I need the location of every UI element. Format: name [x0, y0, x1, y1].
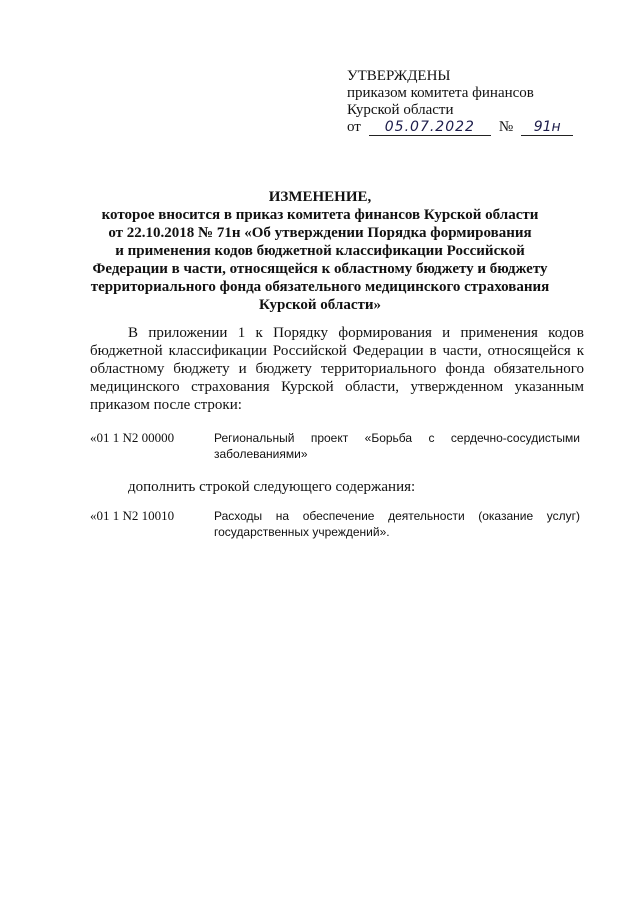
body-paragraph: В приложении 1 к Порядку формирования и применения кодов бюджетной классификации Российской Федерации в части, относящейся к областному бюджету и бюджету территориального фонда обязательного медицинского страхования Курской области, утвержденном указанным приказом после строки:: [90, 325, 584, 413]
title-line: от 22.10.2018 № 71н «Об утверждении Порядка формирования: [108, 225, 532, 241]
approval-heading: УТВЕРЖДЕНЫ: [347, 68, 451, 84]
approval-issuer: приказом комитета финансов: [347, 85, 534, 101]
document-title: [60, 188, 580, 314]
approval-block: [347, 68, 597, 136]
title-heading: ИЗМЕНЕНИЕ,: [268, 189, 372, 205]
title-line: Федерации в части, относящейся к областному бюджету и бюджету: [92, 261, 548, 277]
handwritten-date: 05.07.2022: [369, 120, 491, 136]
budget-code: «01 1 N2 10010: [90, 508, 175, 523]
instruction-text: дополнить строкой следующего содержания:: [128, 479, 416, 495]
handwritten-number: 91н: [521, 120, 573, 136]
date-prefix: от: [347, 119, 361, 135]
budget-code-description: Расходы на обеспечение деятельности (оказание услуг) государственных учреждений».: [214, 509, 580, 539]
title-line: и применения кодов бюджетной классификации Российской: [115, 243, 525, 259]
title-line: территориального фонда обязательного медицинского страхования: [90, 279, 550, 295]
title-line: Курской области»: [258, 297, 382, 313]
title-line: которое вносится в приказ комитета финансов Курской области: [101, 207, 539, 223]
budget-code: «01 1 N2 00000: [90, 430, 175, 445]
approval-date-row: [347, 119, 597, 136]
approval-region: Курской области: [347, 102, 454, 118]
number-prefix: №: [498, 119, 514, 135]
body-paragraph-block: [90, 324, 584, 414]
budget-code-description: Региональный проект «Борьба с сердечно-сосудистыми заболеваниями»: [214, 431, 580, 461]
